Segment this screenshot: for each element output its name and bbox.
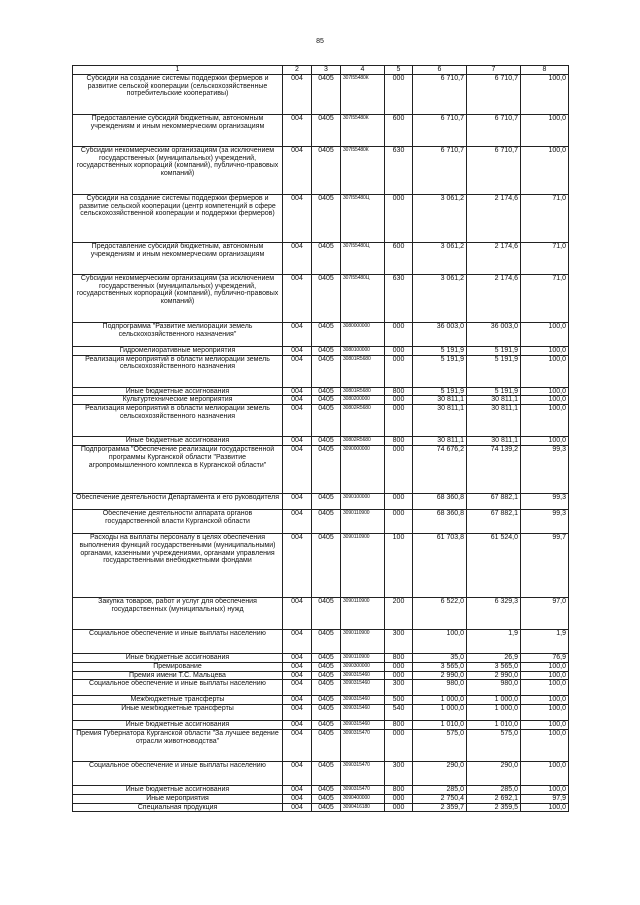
row-pct-cell: 100,0	[521, 761, 569, 785]
row-grbs-cell: 004	[283, 803, 312, 812]
row-rzpr-cell: 0405	[312, 680, 341, 696]
row-name-cell: Субсидии на создание системы поддержки фермеров и развитие сельской кооперации (сельскохозяйственные потребительские кооперативы)	[73, 74, 283, 114]
table-row	[73, 653, 569, 662]
row-fact-cell: 2 174,6	[467, 194, 521, 242]
row-pct-cell: 100,0	[521, 346, 569, 355]
row-vr-cell: 000	[385, 493, 413, 509]
row-vr-cell: 000	[385, 405, 413, 437]
row-rzpr-cell: 0405	[312, 785, 341, 794]
row-grbs-cell: 004	[283, 437, 312, 446]
row-pct-cell: 99,7	[521, 533, 569, 597]
row-fact-cell: 6 329,3	[467, 597, 521, 629]
row-rzpr-cell: 0405	[312, 803, 341, 812]
header-cell-7: 7	[467, 66, 521, 75]
row-plan-cell: 74 676,2	[413, 445, 467, 493]
table-row	[73, 114, 569, 146]
row-pct-cell: 99,3	[521, 509, 569, 533]
row-name-cell: Иные мероприятия	[73, 794, 283, 803]
header-cell-2: 2	[283, 66, 312, 75]
row-pct-cell: 100,0	[521, 322, 569, 346]
table-row	[73, 146, 569, 194]
row-csr-cell: 3090100000	[341, 493, 385, 509]
row-pct-cell: 100,0	[521, 671, 569, 680]
row-grbs-cell: 004	[283, 662, 312, 671]
row-csr-cell: 30801R5680	[341, 387, 385, 396]
row-rzpr-cell: 0405	[312, 146, 341, 194]
row-name-cell: Обеспечение деятельности Департамента и его руководителя	[73, 493, 283, 509]
table-row	[73, 803, 569, 812]
row-csr-cell: 30801R5680	[341, 355, 385, 387]
row-vr-cell: 000	[385, 445, 413, 493]
row-name-cell: Расходы на выплаты персоналу в целях обеспечения выполнения функций государственными (муниципальными) органами, казенными учреждениями, органами управления государственными внебюджетными фондами	[73, 533, 283, 597]
row-name-cell: Предоставление субсидий бюджетным, автономным учреждениям и иным некоммерческим организациям	[73, 242, 283, 274]
row-pct-cell: 97,9	[521, 794, 569, 803]
row-plan-cell: 285,0	[413, 785, 467, 794]
row-name-cell: Социальное обеспечение и иные выплаты населению	[73, 629, 283, 653]
row-rzpr-cell: 0405	[312, 509, 341, 533]
row-pct-cell: 100,0	[521, 721, 569, 730]
row-name-cell: Иные межбюджетные трансферты	[73, 705, 283, 721]
row-csr-cell: 3080100000	[341, 346, 385, 355]
row-plan-cell: 35,0	[413, 653, 467, 662]
row-csr-cell: 3080200000	[341, 396, 385, 405]
table-row	[73, 322, 569, 346]
row-rzpr-cell: 0405	[312, 322, 341, 346]
row-vr-cell: 600	[385, 114, 413, 146]
row-pct-cell: 100,0	[521, 662, 569, 671]
row-name-cell: Иные бюджетные ассигнования	[73, 721, 283, 730]
row-grbs-cell: 004	[283, 74, 312, 114]
row-vr-cell: 500	[385, 696, 413, 705]
row-rzpr-cell: 0405	[312, 696, 341, 705]
row-rzpr-cell: 0405	[312, 346, 341, 355]
row-grbs-cell: 004	[283, 387, 312, 396]
row-plan-cell: 1 000,0	[413, 705, 467, 721]
row-fact-cell: 2 990,0	[467, 671, 521, 680]
row-plan-cell: 6 710,7	[413, 146, 467, 194]
row-name-cell: Межбюджетные трансферты	[73, 696, 283, 705]
row-fact-cell: 1 000,0	[467, 696, 521, 705]
row-name-cell: Закупка товаров, работ и услуг для обеспечения государственных (муниципальных) нужд	[73, 597, 283, 629]
table-row	[73, 194, 569, 242]
row-rzpr-cell: 0405	[312, 194, 341, 242]
row-csr-cell: 3090315470	[341, 761, 385, 785]
row-csr-cell: 3090315460	[341, 705, 385, 721]
row-fact-cell: 2 174,6	[467, 274, 521, 322]
row-vr-cell: 100	[385, 533, 413, 597]
row-fact-cell: 2 174,6	[467, 242, 521, 274]
row-vr-cell: 800	[385, 387, 413, 396]
row-rzpr-cell: 0405	[312, 445, 341, 493]
row-name-cell: Специальная продукция	[73, 803, 283, 812]
row-grbs-cell: 004	[283, 146, 312, 194]
row-fact-cell: 67 882,1	[467, 509, 521, 533]
row-fact-cell: 30 811,1	[467, 405, 521, 437]
row-fact-cell: 1 010,0	[467, 721, 521, 730]
row-name-cell: Предоставление субсидий бюджетным, автономным учреждениям и иным некоммерческим организациям	[73, 114, 283, 146]
table-row	[73, 493, 569, 509]
row-grbs-cell: 004	[283, 785, 312, 794]
row-plan-cell: 2 990,0	[413, 671, 467, 680]
row-name-cell: Реализация мероприятий в области мелиорации земель сельскохозяйственного назначения	[73, 405, 283, 437]
row-fact-cell: 575,0	[467, 729, 521, 761]
row-fact-cell: 36 003,0	[467, 322, 521, 346]
row-vr-cell: 000	[385, 671, 413, 680]
row-rzpr-cell: 0405	[312, 629, 341, 653]
row-fact-cell: 1,9	[467, 629, 521, 653]
row-fact-cell: 67 882,1	[467, 493, 521, 509]
row-grbs-cell: 004	[283, 721, 312, 730]
row-plan-cell: 6 710,7	[413, 74, 467, 114]
row-vr-cell: 000	[385, 396, 413, 405]
row-rzpr-cell: 0405	[312, 533, 341, 597]
table-row	[73, 721, 569, 730]
row-csr-cell: 30802R5680	[341, 405, 385, 437]
row-grbs-cell: 004	[283, 242, 312, 274]
row-pct-cell: 71,0	[521, 274, 569, 322]
row-vr-cell: 000	[385, 355, 413, 387]
row-fact-cell: 26,9	[467, 653, 521, 662]
row-csr-cell: 3090400000	[341, 794, 385, 803]
row-name-cell: Субсидии некоммерческим организациям (за исключением государственных (муниципальных) учреждений, государственных корпораций (компаний), публично-правовых компаний)	[73, 274, 283, 322]
row-plan-cell: 980,0	[413, 680, 467, 696]
row-pct-cell: 1,9	[521, 629, 569, 653]
row-plan-cell: 1 010,0	[413, 721, 467, 730]
table-row	[73, 705, 569, 721]
row-vr-cell: 000	[385, 509, 413, 533]
row-fact-cell: 6 710,7	[467, 114, 521, 146]
row-grbs-cell: 004	[283, 322, 312, 346]
row-fact-cell: 5 191,9	[467, 355, 521, 387]
row-csr-cell: 3090315460	[341, 696, 385, 705]
row-pct-cell: 99,3	[521, 445, 569, 493]
row-grbs-cell: 004	[283, 705, 312, 721]
table-row	[73, 346, 569, 355]
row-pct-cell: 100,0	[521, 396, 569, 405]
row-name-cell: Социальное обеспечение и иные выплаты населению	[73, 680, 283, 696]
row-grbs-cell: 004	[283, 509, 312, 533]
row-pct-cell: 100,0	[521, 405, 569, 437]
row-name-cell: Субсидии некоммерческим организациям (за исключением государственных (муниципальных) учреждений, государственных корпораций (компаний), публично-правовых компаний)	[73, 146, 283, 194]
row-fact-cell: 6 710,7	[467, 146, 521, 194]
row-csr-cell: 307I55480Ц	[341, 242, 385, 274]
row-csr-cell: 3090110900	[341, 653, 385, 662]
row-pct-cell: 71,0	[521, 242, 569, 274]
row-fact-cell: 3 565,0	[467, 662, 521, 671]
row-vr-cell: 000	[385, 194, 413, 242]
row-grbs-cell: 004	[283, 653, 312, 662]
table-row	[73, 437, 569, 446]
row-plan-cell: 2 750,4	[413, 794, 467, 803]
row-vr-cell: 540	[385, 705, 413, 721]
row-csr-cell: 3090110900	[341, 597, 385, 629]
table-row	[73, 729, 569, 761]
table-row	[73, 629, 569, 653]
row-name-cell: Реализация мероприятий в области мелиорации земель сельскохозяйственного назначения	[73, 355, 283, 387]
table-row	[73, 509, 569, 533]
table-row	[73, 242, 569, 274]
row-vr-cell: 000	[385, 803, 413, 812]
row-vr-cell: 630	[385, 274, 413, 322]
row-pct-cell: 100,0	[521, 705, 569, 721]
row-grbs-cell: 004	[283, 355, 312, 387]
row-rzpr-cell: 0405	[312, 74, 341, 114]
header-cell-4: 4	[341, 66, 385, 75]
row-name-cell: Иные бюджетные ассигнования	[73, 785, 283, 794]
row-plan-cell: 6 522,0	[413, 597, 467, 629]
row-pct-cell: 100,0	[521, 729, 569, 761]
row-vr-cell: 300	[385, 680, 413, 696]
row-fact-cell: 61 524,0	[467, 533, 521, 597]
row-name-cell: Подпрограмма "Обеспечение реализации государственной программы Курганской области "Развитие агропромышленного комплекса в Курганской области"	[73, 445, 283, 493]
row-vr-cell: 300	[385, 629, 413, 653]
row-pct-cell: 76,9	[521, 653, 569, 662]
header-cell-8: 8	[521, 66, 569, 75]
row-fact-cell: 6 710,7	[467, 74, 521, 114]
row-rzpr-cell: 0405	[312, 662, 341, 671]
row-plan-cell: 30 811,1	[413, 405, 467, 437]
row-rzpr-cell: 0405	[312, 794, 341, 803]
header-cell-1: 1	[73, 66, 283, 75]
row-vr-cell: 000	[385, 322, 413, 346]
header-cell-5: 5	[385, 66, 413, 75]
row-grbs-cell: 004	[283, 533, 312, 597]
row-pct-cell: 100,0	[521, 74, 569, 114]
row-plan-cell: 2 359,7	[413, 803, 467, 812]
row-pct-cell: 100,0	[521, 146, 569, 194]
row-name-cell: Социальное обеспечение и иные выплаты населению	[73, 761, 283, 785]
row-fact-cell: 2 359,5	[467, 803, 521, 812]
row-fact-cell: 74 139,2	[467, 445, 521, 493]
row-vr-cell: 630	[385, 146, 413, 194]
row-grbs-cell: 004	[283, 194, 312, 242]
table-row	[73, 445, 569, 493]
row-grbs-cell: 004	[283, 346, 312, 355]
table-row	[73, 696, 569, 705]
row-grbs-cell: 004	[283, 274, 312, 322]
row-vr-cell: 000	[385, 346, 413, 355]
row-plan-cell: 68 360,8	[413, 493, 467, 509]
row-csr-cell: 3090315460	[341, 721, 385, 730]
row-plan-cell: 36 003,0	[413, 322, 467, 346]
row-vr-cell: 800	[385, 437, 413, 446]
row-csr-cell: 3090000000	[341, 445, 385, 493]
row-plan-cell: 290,0	[413, 761, 467, 785]
table-row	[73, 662, 569, 671]
row-rzpr-cell: 0405	[312, 242, 341, 274]
row-pct-cell: 100,0	[521, 387, 569, 396]
row-rzpr-cell: 0405	[312, 721, 341, 730]
row-grbs-cell: 004	[283, 493, 312, 509]
row-pct-cell: 99,3	[521, 493, 569, 509]
row-rzpr-cell: 0405	[312, 653, 341, 662]
table-row	[73, 274, 569, 322]
row-vr-cell: 200	[385, 597, 413, 629]
row-plan-cell: 5 191,9	[413, 387, 467, 396]
row-rzpr-cell: 0405	[312, 597, 341, 629]
row-name-cell: Премия Губернатора Курганской области "За лучшее ведение отрасли животноводства"	[73, 729, 283, 761]
row-grbs-cell: 004	[283, 597, 312, 629]
row-csr-cell: 3090300000	[341, 662, 385, 671]
row-rzpr-cell: 0405	[312, 729, 341, 761]
row-name-cell: Гидромелиоративные мероприятия	[73, 346, 283, 355]
row-name-cell: Культуртехнические мероприятия	[73, 396, 283, 405]
row-fact-cell: 285,0	[467, 785, 521, 794]
row-name-cell: Премирование	[73, 662, 283, 671]
row-grbs-cell: 004	[283, 794, 312, 803]
table-row	[73, 405, 569, 437]
budget-table	[72, 65, 569, 812]
row-csr-cell: 307I55480К	[341, 74, 385, 114]
row-csr-cell: 307I55480Ц	[341, 274, 385, 322]
row-csr-cell: 3090315460	[341, 680, 385, 696]
row-plan-cell: 100,0	[413, 629, 467, 653]
row-vr-cell: 800	[385, 785, 413, 794]
row-grbs-cell: 004	[283, 405, 312, 437]
row-grbs-cell: 004	[283, 729, 312, 761]
row-plan-cell: 30 811,1	[413, 437, 467, 446]
row-csr-cell: 30802R5680	[341, 437, 385, 446]
row-csr-cell: 307I55480К	[341, 114, 385, 146]
row-plan-cell: 5 191,9	[413, 346, 467, 355]
row-rzpr-cell: 0405	[312, 437, 341, 446]
row-grbs-cell: 004	[283, 445, 312, 493]
row-pct-cell: 100,0	[521, 785, 569, 794]
row-name-cell: Обеспечение деятельности аппарата органов государственной власти Курганской области	[73, 509, 283, 533]
table-row	[73, 680, 569, 696]
row-plan-cell: 575,0	[413, 729, 467, 761]
row-fact-cell: 30 811,1	[467, 437, 521, 446]
row-csr-cell: 3090315460	[341, 671, 385, 680]
row-grbs-cell: 004	[283, 629, 312, 653]
row-name-cell: Иные бюджетные ассигнования	[73, 653, 283, 662]
row-pct-cell: 100,0	[521, 437, 569, 446]
row-grbs-cell: 004	[283, 761, 312, 785]
row-name-cell: Иные бюджетные ассигнования	[73, 387, 283, 396]
row-plan-cell: 6 710,7	[413, 114, 467, 146]
table-row	[73, 533, 569, 597]
table-row	[73, 785, 569, 794]
row-csr-cell: 3090315470	[341, 729, 385, 761]
row-rzpr-cell: 0405	[312, 114, 341, 146]
header-cell-6: 6	[413, 66, 467, 75]
row-rzpr-cell: 0405	[312, 387, 341, 396]
row-rzpr-cell: 0405	[312, 705, 341, 721]
row-pct-cell: 100,0	[521, 355, 569, 387]
row-fact-cell: 2 692,1	[467, 794, 521, 803]
table-row	[73, 74, 569, 114]
row-csr-cell: 3090110900	[341, 629, 385, 653]
row-pct-cell: 71,0	[521, 194, 569, 242]
row-pct-cell: 97,0	[521, 597, 569, 629]
row-vr-cell: 800	[385, 721, 413, 730]
row-rzpr-cell: 0405	[312, 274, 341, 322]
row-csr-cell: 3090110900	[341, 533, 385, 597]
row-vr-cell: 000	[385, 74, 413, 114]
row-vr-cell: 600	[385, 242, 413, 274]
row-plan-cell: 3 061,2	[413, 242, 467, 274]
row-pct-cell: 100,0	[521, 803, 569, 812]
table-row	[73, 671, 569, 680]
row-rzpr-cell: 0405	[312, 405, 341, 437]
row-rzpr-cell: 0405	[312, 355, 341, 387]
row-fact-cell: 30 811,1	[467, 396, 521, 405]
row-pct-cell: 100,0	[521, 680, 569, 696]
table-header-row	[73, 66, 569, 75]
row-pct-cell: 100,0	[521, 696, 569, 705]
row-vr-cell: 000	[385, 729, 413, 761]
table-row	[73, 396, 569, 405]
row-name-cell: Подпрограмма "Развитие мелиорации земель сельскохозяйственного назначения"	[73, 322, 283, 346]
row-fact-cell: 5 191,9	[467, 387, 521, 396]
row-rzpr-cell: 0405	[312, 671, 341, 680]
row-fact-cell: 1 000,0	[467, 705, 521, 721]
row-name-cell: Премия имени Т.С. Мальцева	[73, 671, 283, 680]
row-csr-cell: 307I55480Ц	[341, 194, 385, 242]
row-rzpr-cell: 0405	[312, 761, 341, 785]
row-name-cell: Субсидии на создание системы поддержки фермеров и развитие сельской кооперации (центр компетенций в сфере сельскохозяйственной кооперации и поддержки фермеров)	[73, 194, 283, 242]
row-fact-cell: 290,0	[467, 761, 521, 785]
row-plan-cell: 61 703,8	[413, 533, 467, 597]
table-row	[73, 761, 569, 785]
row-fact-cell: 980,0	[467, 680, 521, 696]
row-plan-cell: 3 565,0	[413, 662, 467, 671]
row-fact-cell: 5 191,9	[467, 346, 521, 355]
row-rzpr-cell: 0405	[312, 493, 341, 509]
page-number: 85	[316, 38, 324, 45]
row-plan-cell: 3 061,2	[413, 274, 467, 322]
row-vr-cell: 000	[385, 794, 413, 803]
row-grbs-cell: 004	[283, 671, 312, 680]
row-grbs-cell: 004	[283, 396, 312, 405]
row-csr-cell: 3090315470	[341, 785, 385, 794]
row-vr-cell: 800	[385, 653, 413, 662]
row-csr-cell: 3080000000	[341, 322, 385, 346]
row-plan-cell: 30 811,1	[413, 396, 467, 405]
row-vr-cell: 000	[385, 662, 413, 671]
row-csr-cell: 3090110900	[341, 509, 385, 533]
row-grbs-cell: 004	[283, 696, 312, 705]
row-plan-cell: 1 000,0	[413, 696, 467, 705]
row-vr-cell: 300	[385, 761, 413, 785]
row-plan-cell: 3 061,2	[413, 194, 467, 242]
row-plan-cell: 68 360,8	[413, 509, 467, 533]
table-row	[73, 597, 569, 629]
row-csr-cell: 307I55480К	[341, 146, 385, 194]
row-grbs-cell: 004	[283, 114, 312, 146]
row-csr-cell: 3090416180	[341, 803, 385, 812]
row-plan-cell: 5 191,9	[413, 355, 467, 387]
row-pct-cell: 100,0	[521, 114, 569, 146]
table-row	[73, 387, 569, 396]
table-row	[73, 355, 569, 387]
header-cell-3: 3	[312, 66, 341, 75]
row-name-cell: Иные бюджетные ассигнования	[73, 437, 283, 446]
table-row	[73, 794, 569, 803]
row-rzpr-cell: 0405	[312, 396, 341, 405]
row-grbs-cell: 004	[283, 680, 312, 696]
